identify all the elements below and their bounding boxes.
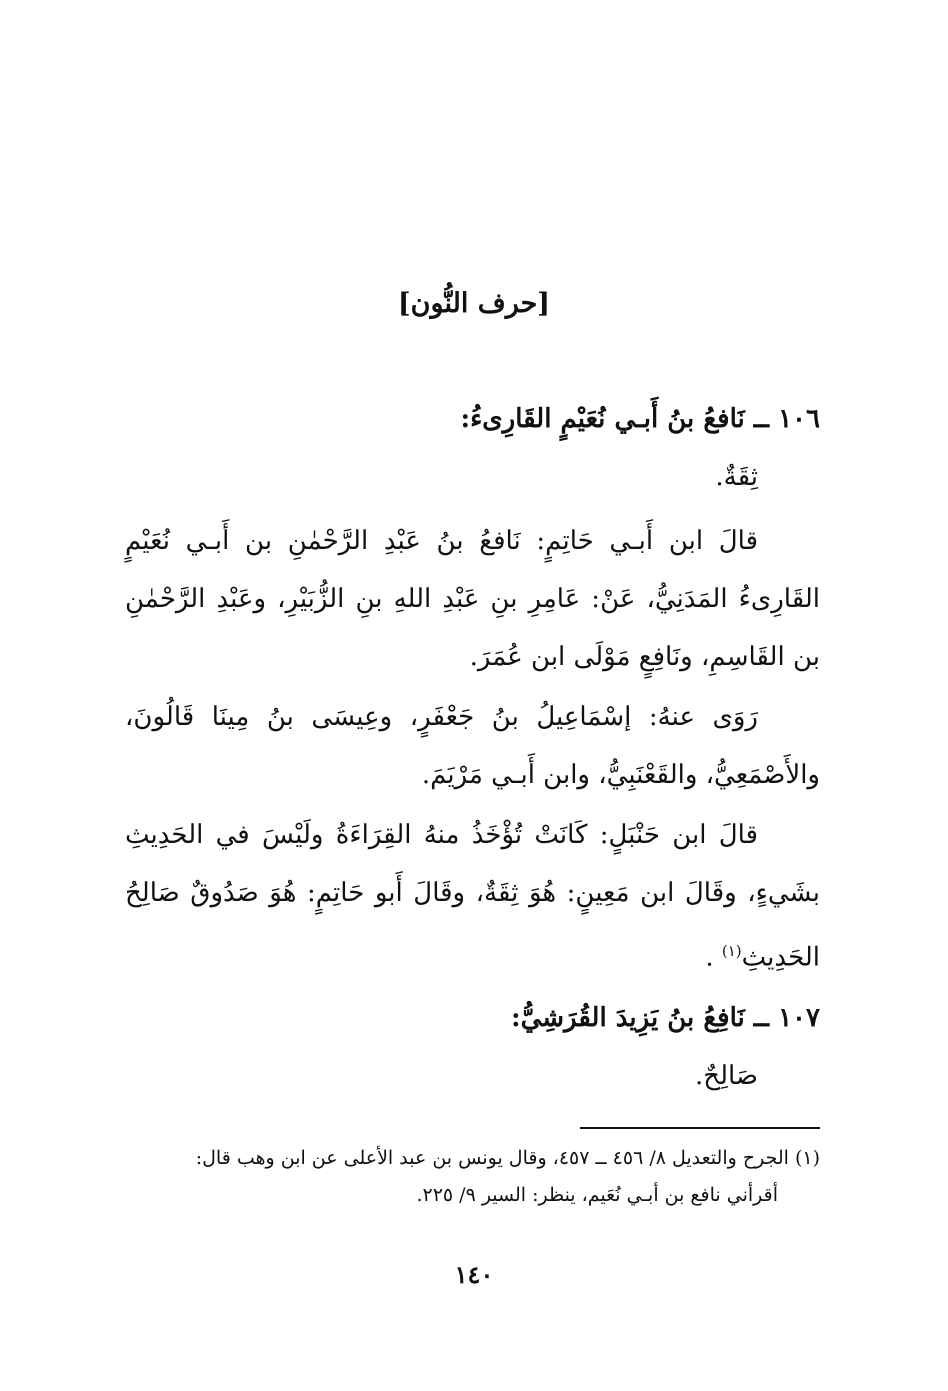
entry-106-paragraph-1: قالَ ابن أَبـي حَاتِمٍ: نَافعُ بنُ عَبْدِ الرَّحْمٰنِ بن أَبـي نُعَيْمٍ القَارِىءُ المَدَنِيُّ، عَنْ: عَامِرِ بنِ عَبْدِ اللهِ بنِ الزُّبَيْرِ، وعَبْدِ الرَّحْمٰنِ بن القَاسِمِ، ونَافِعٍ مَوْلَى ابن عُمَرَ. xyxy=(125,526,820,672)
footnote-divider xyxy=(580,1127,820,1129)
entry-106-paragraph-3-end: . xyxy=(705,942,714,973)
footnotes xyxy=(120,1140,820,1214)
entry-107-verdict: صَالِحٌ. xyxy=(695,1060,758,1091)
entry-106-paragraph-3-text: قالَ ابن حَنْبَلٍ: كَانَتْ تُؤْخَذُ منهُ القِرَاءَةُ ولَيْسَ في الحَدِيثِ بشَيءٍ، وقَالَ ابن مَعِينٍ: هُوَ ثِقَةٌ، وقَالَ أَبو حَاتِمٍ: هُوَ صَدُوقٌ صَالِحُ الحَدِيثِ xyxy=(125,820,820,973)
entry-106-paragraph-2: رَوَى عنهُ: إسْمَاعِيلُ بنُ جَعْفَرٍ، وعِيسَى بنُ مِينَا قَالُونَ، والأَصْمَعِيُّ، والقَعْنَبِيُّ، وابن أَبـي مَرْيَمَ. xyxy=(125,702,820,790)
footnote-reference: (١) xyxy=(721,942,742,960)
footnote-1-line-2: أقرأني نافع بن أبـي نُعَيم، ينظر: السير ٩/ ٢٢٥. xyxy=(416,1184,778,1206)
entry-106-verdict: ثِقَةٌ. xyxy=(715,462,758,492)
entry-106-heading: ١٠٦ ــ نَافعُ بنُ أَبـي نُعَيْمٍ القَارِىءُ: xyxy=(460,404,820,434)
page-number: ١٤٠ xyxy=(454,1260,494,1289)
footnote-1-line-1: (١) الجرح والتعديل ٨/ ٤٥٦ ــ ٤٥٧، وقال يونس بن عبد الأعلى عن ابن وهب قال: xyxy=(195,1147,820,1169)
entry-107-heading: ١٠٧ ــ نَافِعُ بنُ يَزِيدَ القُرَشِيُّ: xyxy=(510,1002,820,1033)
entry-106-paragraph-3 xyxy=(125,806,820,987)
main-text xyxy=(125,390,820,1105)
section-heading: [حرف النُّون] xyxy=(397,288,551,319)
